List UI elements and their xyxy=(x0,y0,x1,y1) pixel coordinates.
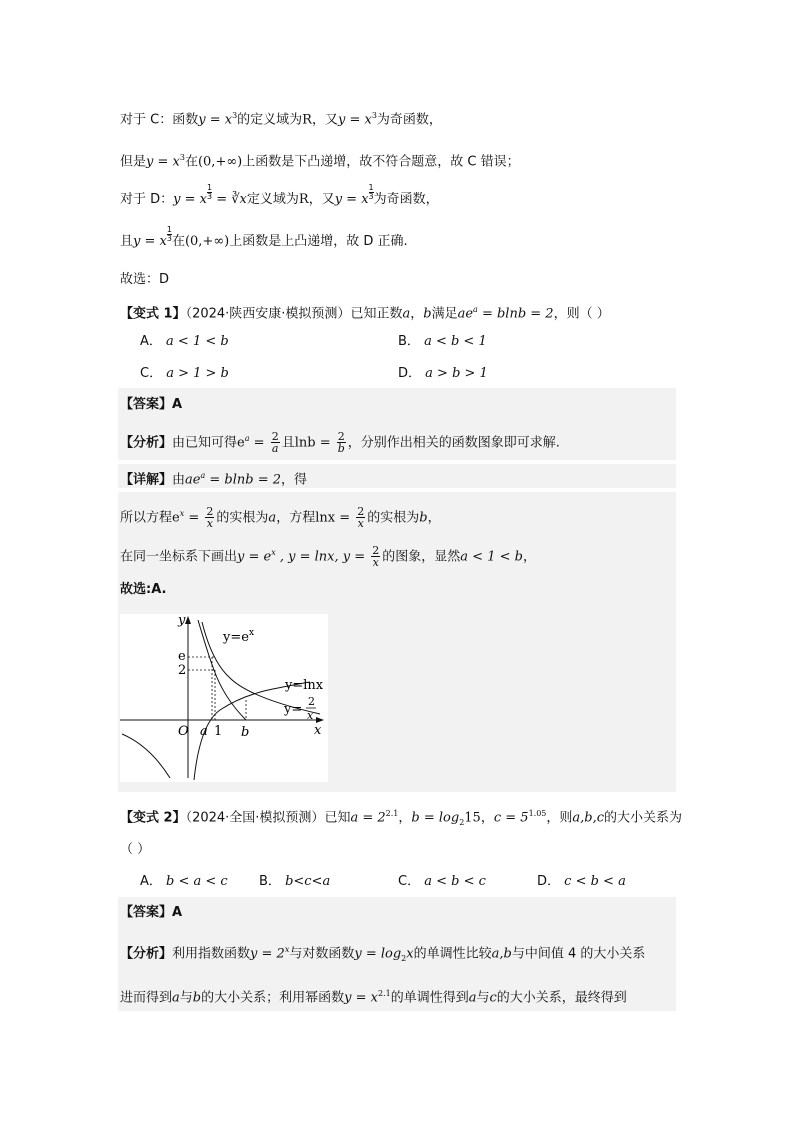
solution-c-line1: 对于 C：函数$y = x^3$的定义域为R，又$y = x^3$为奇函数， xyxy=(120,111,442,128)
variant1-option-c[interactable]: C． a > 1 > b xyxy=(140,366,229,381)
tick-a: a xyxy=(200,724,208,739)
variant1-analysis: 【分析】由已知可得$e^a$ = $\frac{2}{a}$ 且lnb = $\frac{2}{b}$ ，分别作出相关的函数图象即可求解. xyxy=(120,430,560,456)
tick-2: 2 xyxy=(178,663,187,678)
variant2-analysis-line1: 【分析】利用指数函数$y = 2^x$与对数函数$y = \log_2x$的单调性比较a,b与中间值 4 的大小关系 xyxy=(120,945,646,963)
axis-y-label: y xyxy=(178,614,186,628)
variant1-detail-line2: 所以方程$e^x$ = $\frac{2}{x}$ 的实根为a，方程lnx = $\frac{2}{x}$ 的实根为b， xyxy=(120,505,441,531)
variant1-detail-line3: 在同一坐标系下画出$y = e^x$ , y = lnx, y = $\frac{2}{x}$ 的图象，显然a < 1 < b， xyxy=(120,544,536,570)
variant2-option-c[interactable]: C． a < b < c xyxy=(398,874,486,889)
variant1-option-a[interactable]: A． a < 1 < b xyxy=(140,334,229,349)
label-recip-den: x xyxy=(307,709,314,722)
variant2-option-d[interactable]: D． c < b < a xyxy=(537,874,626,889)
variant2-option-b[interactable]: B． b<c<a xyxy=(259,874,331,889)
variant2-answer: 【答案】A xyxy=(120,905,183,920)
label-ln: y=lnx xyxy=(285,678,324,693)
label-recip-num: 2 xyxy=(308,695,315,708)
variant1-stem: 【变式 1】（2024·陕西安康·模拟预测）已知正数a，b满足$ae^a = blnb = 2$，则（ ） xyxy=(120,305,610,322)
variant2-option-a[interactable]: A． b < a < c xyxy=(140,874,228,889)
variant1-detail: 【详解】由$ae^a = blnb = 2$，得 xyxy=(120,471,308,488)
solution-d-line1: 对于 D：y = x $\frac{1}{3}$ = ∛x定义域为R，又y = x $\frac{1}{3}$ 为奇函数， xyxy=(120,183,439,207)
variant1-option-b[interactable]: B． a < b < 1 xyxy=(398,334,487,349)
variant1-answer: 【答案】A xyxy=(120,397,183,412)
label-recip: y= xyxy=(284,702,303,717)
axis-x-label: x xyxy=(314,723,322,738)
tick-1: 1 xyxy=(214,724,223,739)
answer-line: 故选：D xyxy=(120,272,170,287)
solution-c-line2: 但是$y = x^3$在(0,+∞)上函数是下凸递增，故不符合题意，故 C 错误； xyxy=(120,153,520,170)
variant1-final: 故选:A. xyxy=(120,582,167,597)
tick-b: b xyxy=(241,725,250,740)
variant2-analysis-line2: 进而得到a与b的大小关系；利用幂函数$y = x^{2.1}$的单调性得到a与c的大小关系，最终得到 xyxy=(120,989,627,1006)
label-exp: $y=e^x$ xyxy=(223,628,255,645)
function-graph xyxy=(120,614,328,782)
solution-d-line2: 且y = x $\frac{1}{3}$ 在(0,+∞)上函数是上凸递增，故 D 正确. xyxy=(120,225,408,249)
variant2-stem: 【变式 2】（2024·全国·模拟预测）已知$a = 2^{2.1}$，$b = \log_215$，$c = 5^{1.05}$，则a,b,c的大小关系为 xyxy=(120,809,683,827)
tick-e: e xyxy=(178,649,186,664)
variant2-paren: （ ） xyxy=(120,842,151,857)
origin-label: O xyxy=(178,724,189,739)
variant1-option-d[interactable]: D． a > b > 1 xyxy=(398,366,488,381)
